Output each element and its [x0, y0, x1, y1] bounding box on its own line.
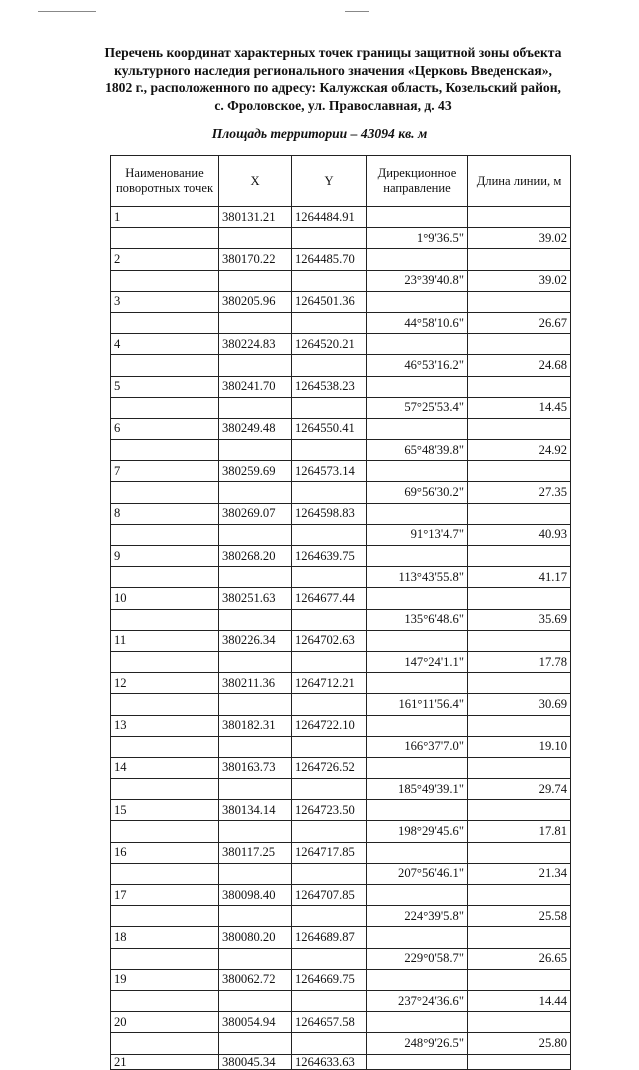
table-row-point	[111, 588, 571, 609]
empty-cell	[111, 736, 219, 757]
empty-cell	[219, 355, 292, 376]
table-row-segment	[111, 906, 571, 927]
empty-cell	[111, 440, 219, 461]
empty-cell	[468, 334, 571, 355]
column-header-length: Длина линии, м	[468, 156, 571, 207]
table-row-point	[111, 885, 571, 906]
point-name-cell: 18	[111, 927, 219, 948]
point-x-cell: 380134.14	[219, 800, 292, 821]
empty-cell	[292, 1033, 367, 1054]
empty-cell	[292, 355, 367, 376]
table-row-point	[111, 673, 571, 694]
table-row-point	[111, 1012, 571, 1033]
empty-cell	[111, 651, 219, 672]
point-name-cell: 2	[111, 249, 219, 270]
table-row-point	[111, 503, 571, 524]
empty-cell	[219, 567, 292, 588]
empty-cell	[468, 630, 571, 651]
empty-cell	[219, 821, 292, 842]
empty-cell	[111, 609, 219, 630]
segment-length-cell: 24.68	[468, 355, 571, 376]
segment-direction-cell: 237°24'36.6"	[367, 990, 468, 1011]
point-y-cell: 1264501.36	[292, 291, 367, 312]
table-row-segment	[111, 779, 571, 800]
table-row-segment	[111, 312, 571, 333]
segment-direction-cell: 229°0'58.7"	[367, 948, 468, 969]
point-name-cell: 8	[111, 503, 219, 524]
table-body	[111, 207, 571, 1070]
point-x-cell: 380205.96	[219, 291, 292, 312]
segment-direction-cell: 207°56'46.1"	[367, 863, 468, 884]
point-x-cell: 380226.34	[219, 630, 292, 651]
table-row-point	[111, 969, 571, 990]
scan-artifact-left	[38, 11, 96, 12]
table-row-segment	[111, 736, 571, 757]
empty-cell	[111, 270, 219, 291]
segment-length-cell: 14.45	[468, 397, 571, 418]
empty-cell	[367, 630, 468, 651]
empty-cell	[219, 906, 292, 927]
empty-cell	[468, 418, 571, 439]
empty-cell	[367, 376, 468, 397]
point-name-cell: 1	[111, 207, 219, 228]
empty-cell	[367, 673, 468, 694]
table-row-point	[111, 291, 571, 312]
empty-cell	[111, 524, 219, 545]
segment-direction-cell: 248°9'26.5"	[367, 1033, 468, 1054]
area-label: Площадь территории – 43094 кв. м	[211, 126, 428, 141]
empty-cell	[367, 1054, 468, 1069]
empty-cell	[292, 990, 367, 1011]
empty-cell	[111, 482, 219, 503]
empty-cell	[111, 397, 219, 418]
table-row-segment	[111, 609, 571, 630]
table-row-point	[111, 546, 571, 567]
segment-direction-cell: 147°24'1.1"	[367, 651, 468, 672]
empty-cell	[367, 588, 468, 609]
empty-cell	[111, 312, 219, 333]
empty-cell	[219, 270, 292, 291]
table-row-point	[111, 630, 571, 651]
point-x-cell: 380211.36	[219, 673, 292, 694]
title-line: культурного наследия регионального значения «Церковь Введенская»,	[114, 62, 552, 78]
empty-cell	[292, 228, 367, 249]
segment-length-cell: 25.80	[468, 1033, 571, 1054]
segment-direction-cell: 135°6'48.6"	[367, 609, 468, 630]
table-row-point	[111, 334, 571, 355]
empty-cell	[219, 863, 292, 884]
empty-cell	[111, 228, 219, 249]
point-x-cell: 380249.48	[219, 418, 292, 439]
point-x-cell: 380241.70	[219, 376, 292, 397]
empty-cell	[367, 800, 468, 821]
segment-direction-cell: 57°25'53.4"	[367, 397, 468, 418]
coordinates-table	[110, 155, 571, 1070]
table-row-point	[111, 927, 571, 948]
empty-cell	[111, 355, 219, 376]
empty-cell	[219, 1033, 292, 1054]
scan-artifact-center	[345, 11, 369, 12]
table-row-point	[111, 418, 571, 439]
point-name-cell: 11	[111, 630, 219, 651]
point-y-cell: 1264484.91	[292, 207, 367, 228]
table-row-point	[111, 757, 571, 778]
empty-cell	[111, 779, 219, 800]
empty-cell	[367, 927, 468, 948]
empty-cell	[292, 863, 367, 884]
empty-cell	[292, 567, 367, 588]
empty-cell	[367, 969, 468, 990]
empty-cell	[468, 376, 571, 397]
segment-direction-cell: 44°58'10.6"	[367, 312, 468, 333]
point-name-cell: 14	[111, 757, 219, 778]
empty-cell	[219, 651, 292, 672]
empty-cell	[219, 990, 292, 1011]
empty-cell	[468, 207, 571, 228]
table-row-segment	[111, 270, 571, 291]
column-header-name: Наименование поворотных точек	[111, 156, 219, 207]
empty-cell	[111, 567, 219, 588]
empty-cell	[367, 546, 468, 567]
segment-length-cell: 30.69	[468, 694, 571, 715]
column-header-direction: Дирекционное направление	[367, 156, 468, 207]
table-row-segment	[111, 228, 571, 249]
empty-cell	[468, 757, 571, 778]
table-row-segment	[111, 440, 571, 461]
empty-cell	[468, 461, 571, 482]
empty-cell	[111, 821, 219, 842]
point-y-cell: 1264550.41	[292, 418, 367, 439]
point-x-cell: 380182.31	[219, 715, 292, 736]
point-name-cell: 3	[111, 291, 219, 312]
segment-direction-cell: 185°49'39.1"	[367, 779, 468, 800]
empty-cell	[468, 800, 571, 821]
point-name-cell: 15	[111, 800, 219, 821]
empty-cell	[219, 482, 292, 503]
point-y-cell: 1264702.63	[292, 630, 367, 651]
point-y-cell: 1264712.21	[292, 673, 367, 694]
table-row-point	[111, 376, 571, 397]
empty-cell	[367, 334, 468, 355]
segment-direction-cell: 198°29'45.6"	[367, 821, 468, 842]
segment-length-cell: 29.74	[468, 779, 571, 800]
segment-length-cell: 17.78	[468, 651, 571, 672]
empty-cell	[219, 524, 292, 545]
empty-cell	[367, 842, 468, 863]
empty-cell	[292, 821, 367, 842]
empty-cell	[292, 524, 367, 545]
point-x-cell: 380131.21	[219, 207, 292, 228]
table-row-point	[111, 207, 571, 228]
point-name-cell: 16	[111, 842, 219, 863]
empty-cell	[468, 715, 571, 736]
segment-direction-cell: 1°9'36.5"	[367, 228, 468, 249]
empty-cell	[219, 397, 292, 418]
segment-direction-cell: 166°37'7.0"	[367, 736, 468, 757]
empty-cell	[219, 736, 292, 757]
table-row-point	[111, 1054, 571, 1069]
segment-direction-cell: 23°39'40.8"	[367, 270, 468, 291]
empty-cell	[292, 948, 367, 969]
empty-cell	[367, 757, 468, 778]
empty-cell	[219, 779, 292, 800]
segment-direction-cell: 69°56'30.2"	[367, 482, 468, 503]
segment-length-cell: 24.92	[468, 440, 571, 461]
point-name-cell: 13	[111, 715, 219, 736]
point-name-cell: 4	[111, 334, 219, 355]
point-y-cell: 1264639.75	[292, 546, 367, 567]
point-x-cell: 380268.20	[219, 546, 292, 567]
table-row-segment	[111, 651, 571, 672]
empty-cell	[111, 863, 219, 884]
point-y-cell: 1264633.63	[292, 1054, 367, 1069]
table-row-point	[111, 842, 571, 863]
empty-cell	[111, 1033, 219, 1054]
title-line: Перечень координат характерных точек границы защитной зоны объекта	[104, 45, 562, 60]
table-row-point	[111, 715, 571, 736]
point-y-cell: 1264657.58	[292, 1012, 367, 1033]
empty-cell	[111, 990, 219, 1011]
table-row-segment	[111, 863, 571, 884]
empty-cell	[292, 779, 367, 800]
empty-cell	[367, 1012, 468, 1033]
point-x-cell: 380259.69	[219, 461, 292, 482]
point-x-cell: 380251.63	[219, 588, 292, 609]
table-row-point	[111, 800, 571, 821]
table-row-point	[111, 461, 571, 482]
table-row-segment	[111, 482, 571, 503]
point-y-cell: 1264669.75	[292, 969, 367, 990]
empty-cell	[468, 1054, 571, 1069]
point-y-cell: 1264598.83	[292, 503, 367, 524]
table-row-segment	[111, 990, 571, 1011]
empty-cell	[219, 440, 292, 461]
segment-length-cell: 40.93	[468, 524, 571, 545]
empty-cell	[292, 906, 367, 927]
empty-cell	[367, 715, 468, 736]
empty-cell	[468, 885, 571, 906]
segment-length-cell: 17.81	[468, 821, 571, 842]
table-row-segment	[111, 524, 571, 545]
segment-direction-cell: 161°11'56.4"	[367, 694, 468, 715]
point-y-cell: 1264723.50	[292, 800, 367, 821]
point-name-cell: 6	[111, 418, 219, 439]
empty-cell	[292, 397, 367, 418]
table-row-segment	[111, 1033, 571, 1054]
empty-cell	[292, 440, 367, 461]
document-title	[60, 44, 606, 114]
point-y-cell: 1264707.85	[292, 885, 367, 906]
empty-cell	[367, 249, 468, 270]
empty-cell	[468, 588, 571, 609]
empty-cell	[292, 270, 367, 291]
empty-cell	[292, 609, 367, 630]
empty-cell	[111, 906, 219, 927]
empty-cell	[468, 546, 571, 567]
point-x-cell: 380224.83	[219, 334, 292, 355]
empty-cell	[219, 228, 292, 249]
segment-length-cell: 39.02	[468, 228, 571, 249]
empty-cell	[468, 503, 571, 524]
segment-length-cell: 26.65	[468, 948, 571, 969]
segment-direction-cell: 113°43'55.8"	[367, 567, 468, 588]
empty-cell	[292, 651, 367, 672]
point-name-cell: 19	[111, 969, 219, 990]
empty-cell	[367, 885, 468, 906]
point-x-cell: 380062.72	[219, 969, 292, 990]
title-line: с. Фроловское, ул. Православная, д. 43	[214, 97, 452, 113]
table-header-row	[111, 156, 571, 207]
empty-cell	[367, 207, 468, 228]
point-name-cell: 5	[111, 376, 219, 397]
point-y-cell: 1264520.21	[292, 334, 367, 355]
empty-cell	[468, 249, 571, 270]
point-name-cell: 10	[111, 588, 219, 609]
empty-cell	[292, 736, 367, 757]
point-x-cell: 380045.34	[219, 1054, 292, 1069]
point-name-cell: 21	[111, 1054, 219, 1069]
point-x-cell: 380163.73	[219, 757, 292, 778]
segment-length-cell: 39.02	[468, 270, 571, 291]
empty-cell	[219, 948, 292, 969]
point-y-cell: 1264689.87	[292, 927, 367, 948]
table-row-segment	[111, 397, 571, 418]
title-line: 1802 г., расположенного по адресу: Калужская область, Козельский район,	[105, 80, 561, 95]
point-name-cell: 20	[111, 1012, 219, 1033]
segment-length-cell: 27.35	[468, 482, 571, 503]
segment-length-cell: 25.58	[468, 906, 571, 927]
segment-direction-cell: 65°48'39.8"	[367, 440, 468, 461]
point-x-cell: 380117.25	[219, 842, 292, 863]
empty-cell	[111, 694, 219, 715]
point-x-cell: 380269.07	[219, 503, 292, 524]
empty-cell	[367, 418, 468, 439]
empty-cell	[111, 948, 219, 969]
segment-length-cell: 35.69	[468, 609, 571, 630]
empty-cell	[468, 969, 571, 990]
empty-cell	[367, 461, 468, 482]
empty-cell	[219, 312, 292, 333]
empty-cell	[468, 291, 571, 312]
empty-cell	[367, 291, 468, 312]
point-y-cell: 1264677.44	[292, 588, 367, 609]
point-y-cell: 1264538.23	[292, 376, 367, 397]
segment-direction-cell: 224°39'5.8"	[367, 906, 468, 927]
point-y-cell: 1264722.10	[292, 715, 367, 736]
point-x-cell: 380054.94	[219, 1012, 292, 1033]
table-row-segment	[111, 821, 571, 842]
segment-length-cell: 21.34	[468, 863, 571, 884]
empty-cell	[468, 927, 571, 948]
table-row-segment	[111, 567, 571, 588]
empty-cell	[468, 842, 571, 863]
empty-cell	[367, 503, 468, 524]
segment-length-cell: 14.44	[468, 990, 571, 1011]
point-x-cell: 380170.22	[219, 249, 292, 270]
point-name-cell: 12	[111, 673, 219, 694]
point-y-cell: 1264726.52	[292, 757, 367, 778]
empty-cell	[292, 312, 367, 333]
empty-cell	[219, 694, 292, 715]
column-header-x: X	[219, 156, 292, 207]
point-y-cell: 1264573.14	[292, 461, 367, 482]
empty-cell	[219, 609, 292, 630]
point-name-cell: 17	[111, 885, 219, 906]
empty-cell	[468, 673, 571, 694]
empty-cell	[292, 694, 367, 715]
point-name-cell: 9	[111, 546, 219, 567]
table-row-point	[111, 249, 571, 270]
segment-length-cell: 19.10	[468, 736, 571, 757]
point-y-cell: 1264485.70	[292, 249, 367, 270]
segment-direction-cell: 46°53'16.2"	[367, 355, 468, 376]
column-header-y: Y	[292, 156, 367, 207]
segment-length-cell: 41.17	[468, 567, 571, 588]
segment-length-cell: 26.67	[468, 312, 571, 333]
point-x-cell: 380080.20	[219, 927, 292, 948]
empty-cell	[468, 1012, 571, 1033]
table-row-segment	[111, 355, 571, 376]
empty-cell	[292, 482, 367, 503]
table-row-segment	[111, 694, 571, 715]
point-name-cell: 7	[111, 461, 219, 482]
table-row-segment	[111, 948, 571, 969]
point-y-cell: 1264717.85	[292, 842, 367, 863]
segment-direction-cell: 91°13'4.7"	[367, 524, 468, 545]
point-x-cell: 380098.40	[219, 885, 292, 906]
